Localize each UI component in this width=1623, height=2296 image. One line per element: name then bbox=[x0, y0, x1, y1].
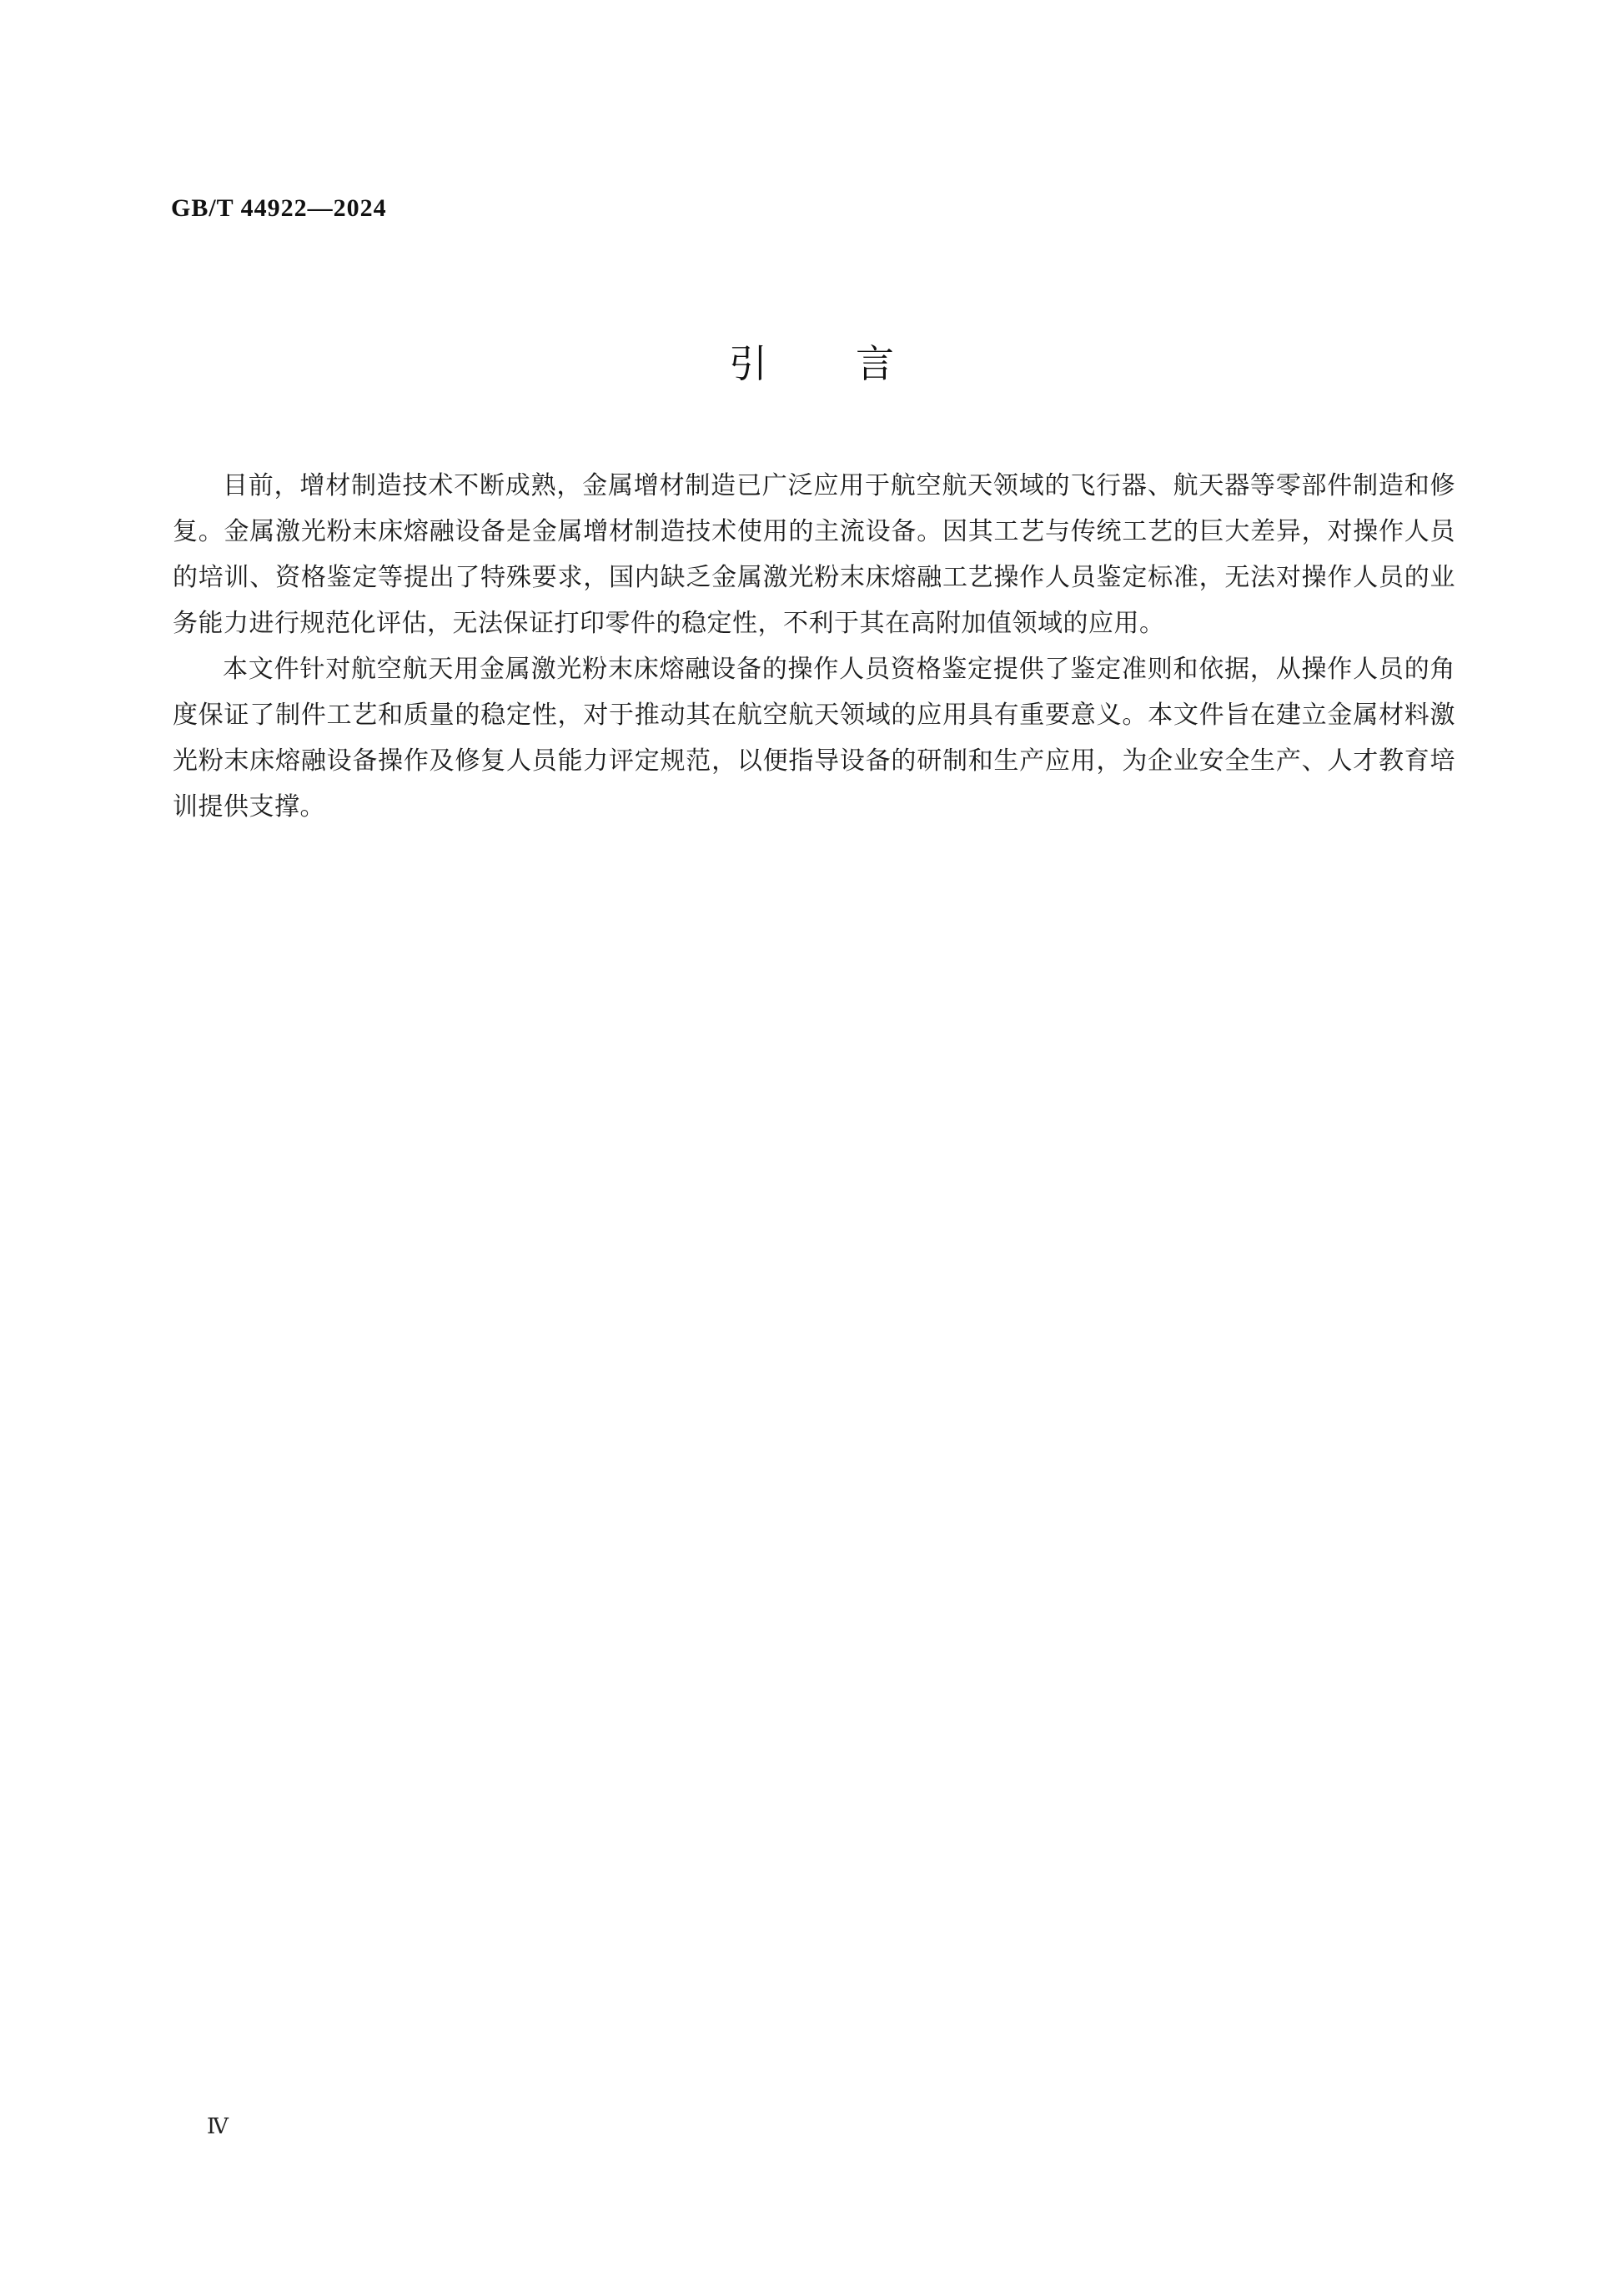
paragraph-2: 本文件针对航空航天用金属激光粉末床熔融设备的操作人员资格鉴定提供了鉴定准则和依据，从操作人员的角度保证了制件工艺和质量的稳定性，对于推动其在航空航天领域的应用具有重要意义。本文件旨在建立金属材料激光粉末床熔融设备操作及修复人员能力评定规范，以便指导设备的研制和生产应用，为企业安全生产、人才教育培训提供支撑。 bbox=[173, 655, 1455, 821]
body-text bbox=[173, 463, 1455, 830]
standard-code: GB/T 44922—2024 bbox=[171, 194, 387, 222]
paragraph-1: 目前，增材制造技术不断成熟，金属增材制造已广泛应用于航空航天领域的飞行器、航天器等零部件制造和修复。金属激光粉末床熔融设备是金属增材制造技术使用的主流设备。因其工艺与传统工艺的巨大差异，对操作人员的培训、资格鉴定等提出了特殊要求，国内缺乏金属激光粉末床熔融工艺操作人员鉴定标准，无法对操作人员的业务能力进行规范化评估，无法保证打印零件的稳定性，不利于其在高附加值领域的应用。 bbox=[173, 471, 1455, 638]
section-title: 引言 bbox=[729, 341, 982, 386]
page-number: Ⅳ bbox=[207, 2114, 229, 2138]
